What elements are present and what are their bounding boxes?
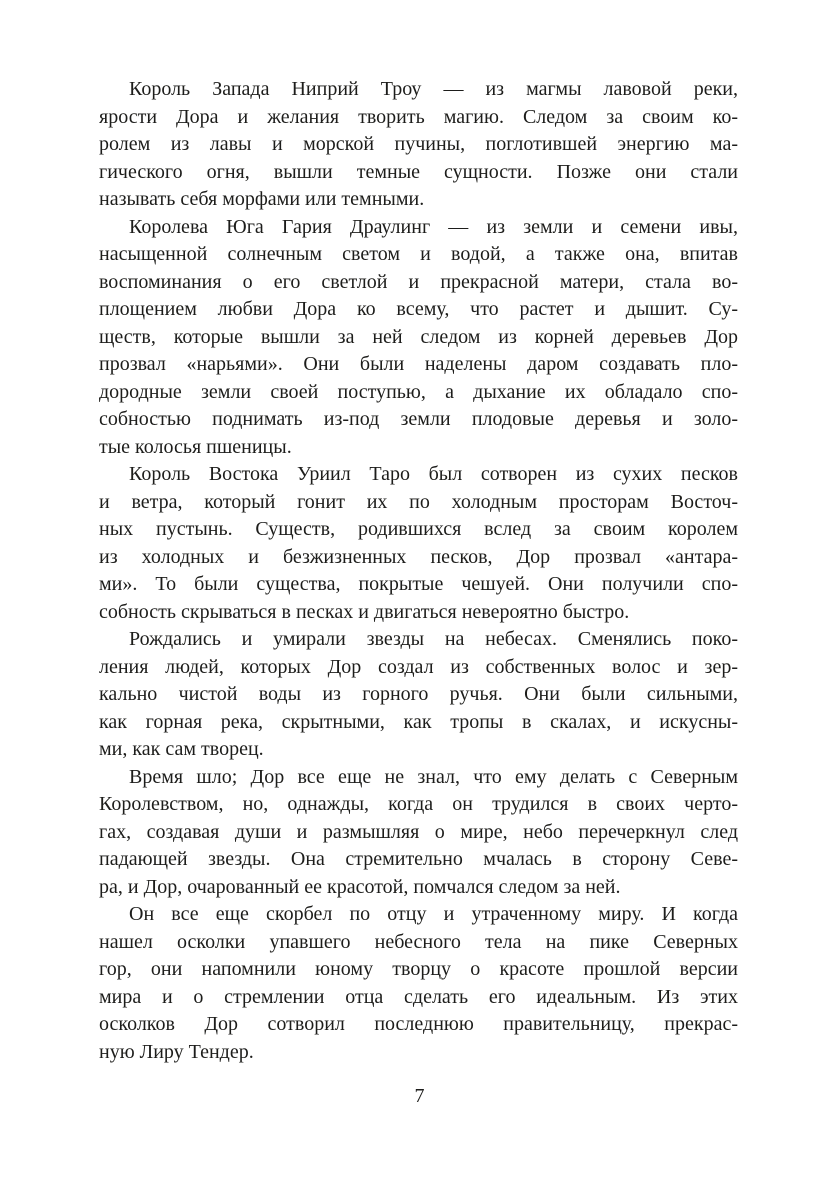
text-line: Рождались и умирали звезды на небесах. Сменялись поко- <box>129 628 738 650</box>
text-line: ра, и Дор, очарованный ее красотой, помчался следом за ней. <box>99 875 621 898</box>
text-line: собность скрываться в песках и двигаться невероятно быстро. <box>99 600 630 623</box>
page-text <box>99 76 738 1066</box>
text-line: тые колосья пшеницы. <box>99 435 292 458</box>
text-line: Король Запада Ниприй Троу — из магмы лавовой реки, <box>129 78 738 100</box>
text-line: Он все еще скорбел по отцу и утраченному миру. И когда <box>129 903 738 925</box>
text-line: дородные земли своей поступью, а дыхание их обладало спо- <box>99 380 738 403</box>
text-line: ми, как сам творец. <box>99 738 264 760</box>
text-line: Королева Юга Гария Драулинг — из земли и семени ивы, <box>129 215 738 238</box>
paragraph <box>99 626 738 764</box>
text-line: ролем из лавы и морской пучины, поглотившей энергию ма- <box>99 133 738 155</box>
text-line: ных пустынь. Существ, родившихся вслед за своим королем <box>99 518 738 540</box>
text-line: ществ, которые вышли за ней следом из корней деревьев Дор <box>99 325 738 348</box>
text-line: из холодных и безжизненных песков, Дор прозвал «антара- <box>99 545 738 568</box>
text-line: мира и о стремлении отца сделать его идеальным. Из этих <box>99 985 738 1008</box>
text-line: Король Востока Уриил Таро был сотворен из сухих песков <box>129 463 738 485</box>
paragraph <box>99 461 738 626</box>
text-line: гического огня, вышли темные сущности. Позже они стали <box>99 160 738 183</box>
text-line: Время шло; Дор все еще не знал, что ему делать с Северным <box>129 765 738 788</box>
paragraph <box>99 214 738 462</box>
text-line: собностью поднимать из-под земли плодовые деревья и золо- <box>99 408 738 430</box>
text-line: нашел осколки упавшего небесного тела на пике Северных <box>99 930 738 953</box>
text-line: и ветра, который гонит их по холодным просторам Восточ- <box>99 490 738 513</box>
paragraph <box>99 76 738 214</box>
text-line: ления людей, которых Дор создал из собственных волос и зер- <box>99 655 738 678</box>
paragraph <box>99 901 738 1066</box>
text-line: прозвал «нарьями». Они были наделены даром создавать пло- <box>99 353 738 375</box>
text-line: гор, они напомнили юному творцу о красоте прошлой версии <box>99 958 738 980</box>
text-line: называть себя морфами или темными. <box>99 188 425 210</box>
text-line: площением любви Дора ко всему, что растет и дышит. Су- <box>99 298 738 320</box>
text-line: как горная река, скрытными, как тропы в скалах, и искусны- <box>99 710 738 733</box>
text-line: ми». То были существа, покрытые чешуей. Они получили спо- <box>99 573 738 595</box>
text-line: осколков Дор сотворил последнюю правительницу, прекрас- <box>99 1013 738 1035</box>
text-line: воспоминания о его светлой и прекрасной матери, стала во- <box>99 270 738 293</box>
text-line: гах, создавая души и размышляя о мире, небо перечеркнул след <box>99 820 738 843</box>
text-line: Королевством, но, однажды, когда он трудился в своих черто- <box>99 793 738 815</box>
text-line: насыщенной солнечным светом и водой, а также она, впитав <box>99 243 738 265</box>
paragraph <box>99 764 738 902</box>
text-line: ную Лиру Тендер. <box>99 1040 254 1063</box>
text-line: кально чистой воды из горного ручья. Они были сильными, <box>99 683 738 705</box>
text-line: ярости Дора и желания творить магию. Следом за своим ко- <box>99 105 738 128</box>
text-line: падающей звезды. Она стремительно мчалась в сторону Севе- <box>99 848 738 870</box>
page-number: 7 <box>414 1085 425 1107</box>
